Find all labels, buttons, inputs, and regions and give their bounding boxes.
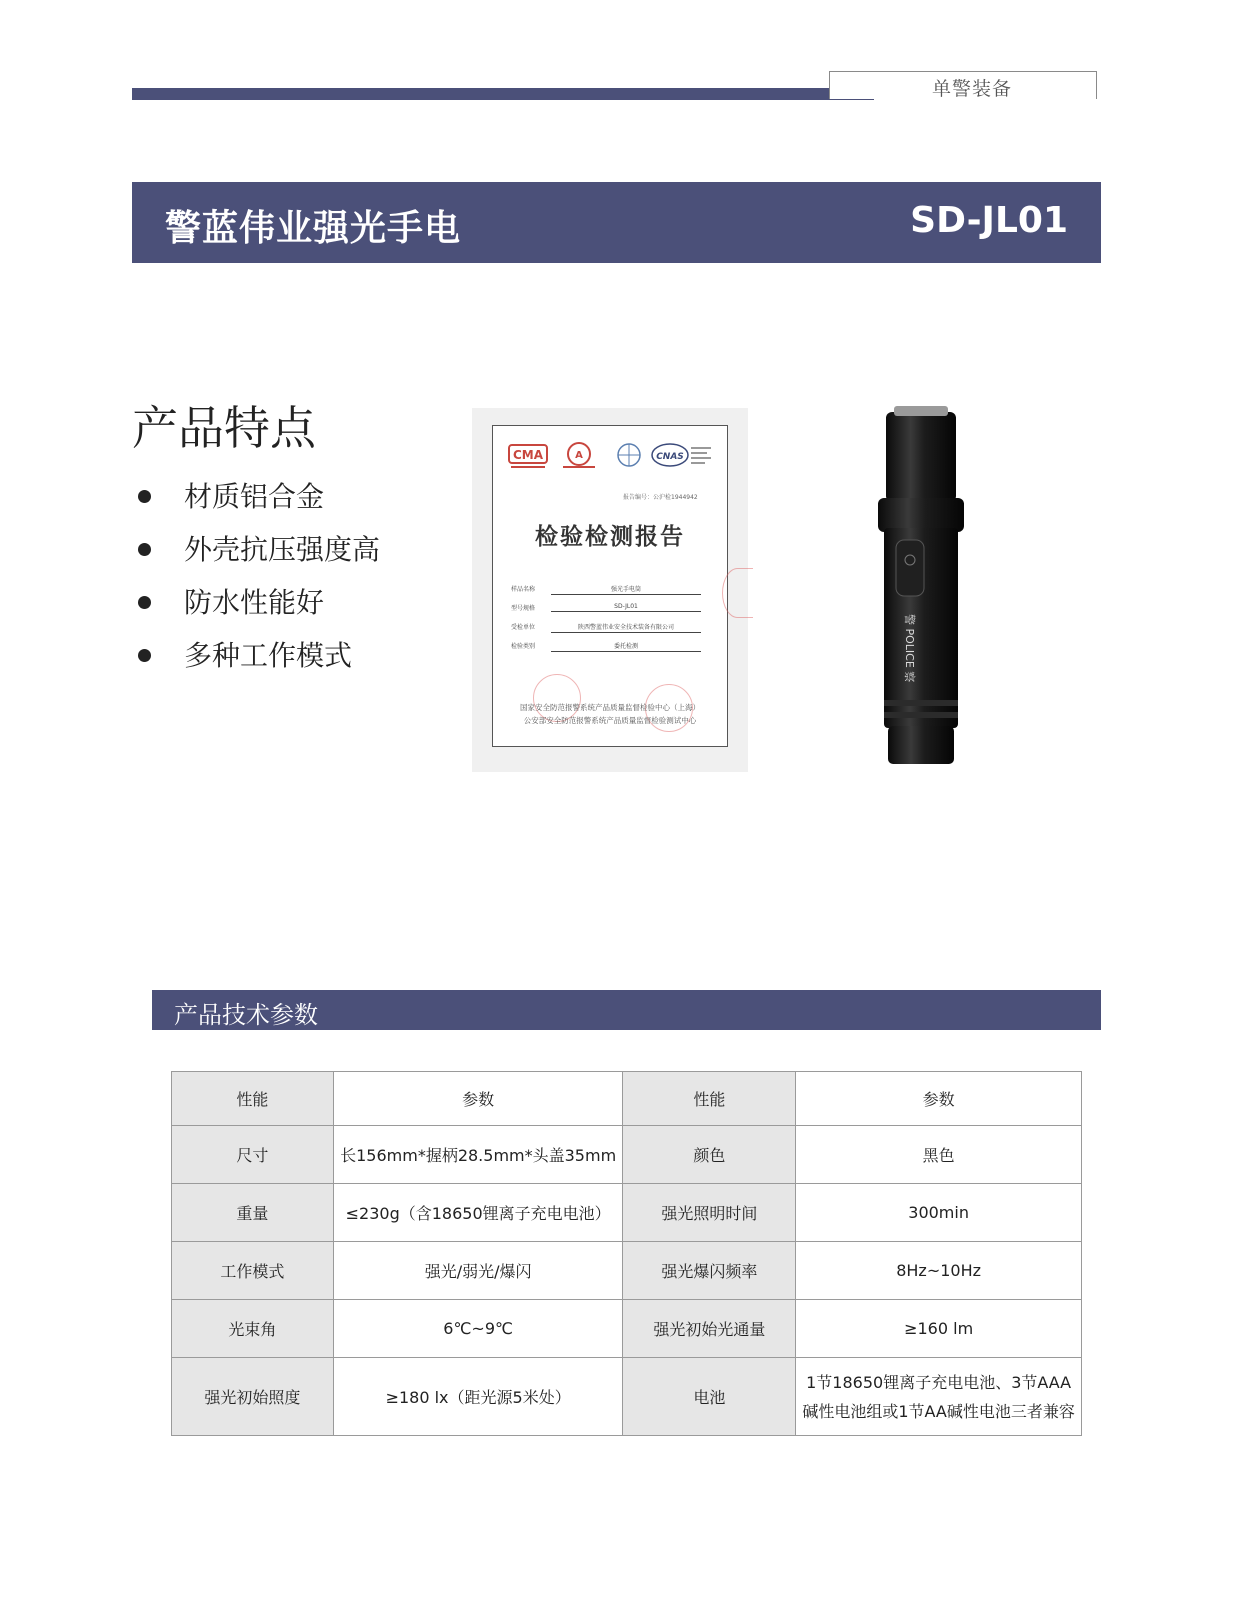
table-row (172, 1358, 1082, 1436)
table-row (172, 1126, 1082, 1184)
table-header-row (172, 1072, 1082, 1126)
section-tab (829, 71, 1097, 99)
cma-logo-icon (509, 445, 547, 468)
report-row (511, 601, 711, 615)
table-row (172, 1184, 1082, 1242)
report-row-value: 陕西警蓝伟业安全技术装备有限公司 (551, 622, 701, 633)
feature-item (132, 531, 380, 584)
feature-item (132, 637, 380, 690)
feature-label: 外壳抗压强度高 (184, 533, 381, 566)
report-row (511, 620, 711, 634)
bullet-icon (138, 649, 151, 662)
report-row-key: 型号规格 (511, 605, 536, 612)
report-row-key: 样品名称 (511, 586, 536, 593)
specs-table (171, 1071, 1082, 1436)
spec-label: 强光照明时间 (623, 1184, 796, 1242)
report-title: 检验检测报告 (535, 523, 685, 550)
report-row-value: 委托检测 (551, 641, 701, 652)
bullet-icon (138, 596, 151, 609)
product-model: SD-JL01 (910, 200, 1068, 241)
table-header-cell: 性能 (623, 1072, 796, 1126)
spec-value: ≤230g（含18650锂离子充电电池） (333, 1184, 623, 1242)
table-header-cell: 参数 (796, 1072, 1082, 1126)
table-row (172, 1242, 1082, 1300)
features-list (132, 478, 380, 690)
bullet-icon (138, 543, 151, 556)
spec-label: 光束角 (172, 1300, 334, 1358)
report-serial: 报告编号：公沪检1944942 (623, 494, 698, 501)
section-tab-label: 单警装备 (932, 78, 1013, 100)
spec-label: 工作模式 (172, 1242, 334, 1300)
spec-value: ≥160 lm (796, 1300, 1082, 1358)
spec-label: 尺寸 (172, 1126, 334, 1184)
svg-text:CMA: CMA (512, 448, 544, 462)
inspection-report-image (472, 408, 748, 772)
bullet-icon (138, 490, 151, 503)
ilac-mra-logo-icon (618, 444, 640, 466)
report-row (511, 582, 711, 596)
spec-value: 6℃~9℃ (333, 1300, 623, 1358)
report-org-line: 公安部安全防范报警系统产品质量监督检验测试中心 (523, 716, 697, 725)
feature-item (132, 478, 380, 531)
specs-heading-band (152, 990, 1101, 1030)
report-row-value: SD-JL01 (551, 603, 701, 612)
table-header-cell: 参数 (333, 1072, 623, 1126)
svg-text:A: A (575, 450, 583, 461)
flashlight-police-text: 警 POLICE 察 (903, 614, 916, 683)
certification-logos (507, 441, 717, 471)
cal-logo-icon (563, 443, 595, 468)
spec-label: 强光初始照度 (172, 1358, 334, 1436)
spec-label: 电池 (623, 1358, 796, 1436)
table-row (172, 1300, 1082, 1358)
product-title-band (132, 182, 1101, 263)
red-stamp-icon (722, 568, 753, 618)
product-title: 警蓝伟业强光手电 (165, 208, 462, 249)
spec-value: 1节18650锂离子充电电池、3节AAA碱性电池组或1节AA碱性电池三者兼容 (796, 1358, 1082, 1436)
inspection-report-page (492, 425, 728, 747)
specs-heading: 产品技术参数 (174, 1001, 318, 1029)
spec-value: ≥180 lx（距光源5米处） (333, 1358, 623, 1436)
spec-label: 强光爆闪频率 (623, 1242, 796, 1300)
features-heading: 产品特点 (132, 401, 316, 455)
spec-value: 黑色 (796, 1126, 1082, 1184)
svg-text:CNAS: CNAS (656, 452, 684, 462)
report-row (511, 639, 711, 653)
spec-value: 8Hz~10Hz (796, 1242, 1082, 1300)
cnas-logo-icon (652, 444, 711, 466)
feature-label: 多种工作模式 (184, 639, 353, 672)
spec-label: 颜色 (623, 1126, 796, 1184)
report-org-line: 国家安全防范报警系统产品质量监督检验中心（上海） (520, 703, 700, 712)
report-row-key: 检验类别 (511, 643, 536, 650)
spec-label: 重量 (172, 1184, 334, 1242)
flashlight-product-image (850, 400, 990, 780)
header-accent-bar (132, 88, 874, 100)
report-row-key: 受检单位 (511, 624, 536, 631)
spec-value: 长156mm*握柄28.5mm*头盖35mm (333, 1126, 623, 1184)
feature-label: 材质铝合金 (184, 480, 325, 513)
feature-item (132, 584, 380, 637)
spec-value: 强光/弱光/爆闪 (333, 1242, 623, 1300)
table-header-cell: 性能 (172, 1072, 334, 1126)
report-row-value: 强光手电筒 (551, 584, 701, 595)
feature-label: 防水性能好 (184, 586, 325, 619)
spec-value: 300min (796, 1184, 1082, 1242)
spec-label: 强光初始光通量 (623, 1300, 796, 1358)
